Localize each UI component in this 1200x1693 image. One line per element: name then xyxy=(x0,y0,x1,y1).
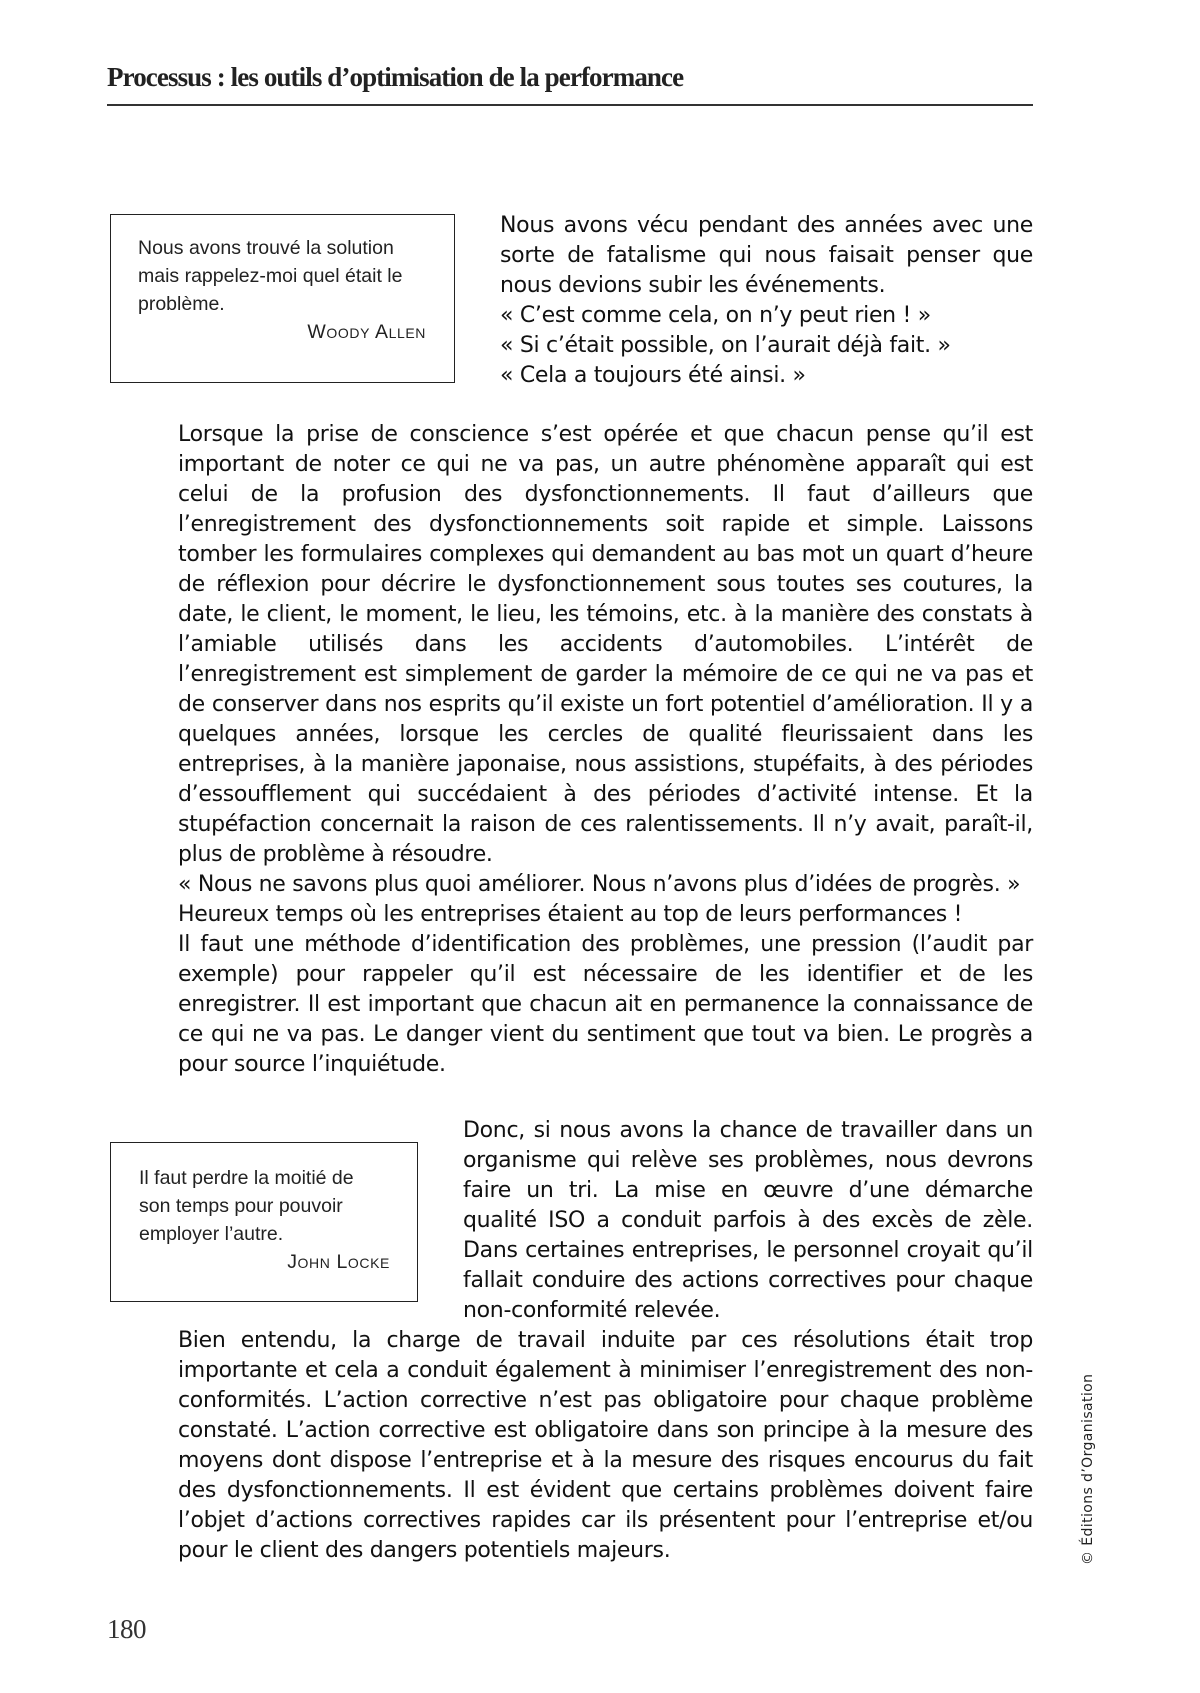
running-header: Processus : les outils d’optimisation de la performance xyxy=(107,62,684,92)
body-paragraph: Bien entendu, la charge de travail induite par ces résolutions était trop importante et cela a conduit également à minimiser l’enregistrement des non-conformités. L’action corrective n’est pas obligatoire pour chaque problème constaté. L’action corrective est obligatoire dans son principe à la mesure des moyens dont dispose l’entreprise et à la mesure des risques encourus du fait des dysfonctionnements. Il est évident que certains problèmes doivent faire l’objet d’actions correctives rapides car ils présentent pour l’entreprise et/ou pour le client des dangers potentiels majeurs. xyxy=(178,1328,1033,1563)
epigraph-box-locke xyxy=(110,1142,418,1302)
body-paragraph: Heureux temps où les entreprises étaient au top de leurs performances ! xyxy=(178,902,963,927)
intro-quote-line: « C’est comme cela, on n’y peut rien ! » xyxy=(500,303,931,328)
epigraph-author: John Locke xyxy=(287,1251,390,1273)
intro-quote-line: « Cela a toujours été ainsi. » xyxy=(500,363,806,388)
main-text xyxy=(178,420,1033,1080)
intro-text xyxy=(500,211,1033,391)
epigraph-box-allen xyxy=(110,214,455,383)
epigraph-text: Il faut perdre la moitié de son temps pour pouvoir employer l’autre. xyxy=(139,1167,354,1245)
body-paragraph: Il faut une méthode d’identification des problèmes, une pression (l’audit par exemple) pour rappeler qu’il est nécessaire de les identifier et de les enregistrer. Il est important que chacun ait en permanence la connaissance de ce qui ne va pas. Le danger vient du sentiment que tout va bien. Le progrès a pour source l’inquiétude. xyxy=(178,932,1033,1077)
page-number: 180 xyxy=(107,1614,146,1644)
epigraph-text: Nous avons trouvé la solution mais rappelez-moi quel était le problème. xyxy=(138,237,403,315)
copyright-notice: © Éditions d’Organisation xyxy=(1080,1373,1096,1565)
intro-quote-line: « Si c’était possible, on l’aurait déjà fait. » xyxy=(500,333,951,358)
epigraph-author: Woody Allen xyxy=(307,321,426,343)
final-text xyxy=(178,1326,1033,1566)
body-paragraph: Donc, si nous avons la chance de travailler dans un organisme qui relève ses problèmes, nous devrons faire un tri. La mise en œuvre d’une démarche qualité ISO a conduit parfois à des excès de zèle. Dans certaines entreprises, le personnel croyait qu’il fallait conduire des actions correctives pour chaque non-conformité relevée. xyxy=(463,1118,1033,1323)
header-rule xyxy=(107,104,1033,106)
body-paragraph-wrapped xyxy=(463,1116,1033,1326)
intro-paragraph: Nous avons vécu pendant des années avec une sorte de fatalisme qui nous faisait penser que nous devions subir les événements. xyxy=(500,213,1033,298)
body-paragraph: « Nous ne savons plus quoi améliorer. Nous n’avons plus d’idées de progrès. » xyxy=(178,872,1021,897)
body-paragraph: Lorsque la prise de conscience s’est opérée et que chacun pense qu’il est important de noter ce qui ne va pas, un autre phénomène apparaît qui est celui de la profusion des dysfonctionnements. Il faut d’ailleurs que l’enregistrement des dysfonctionnements soit rapide et simple. Laissons tomber les formulaires complexes qui demandent au bas mot un quart d’heure de réflexion pour décrire le dysfonctionnement sous toutes ses coutures, la date, le client, le moment, le lieu, les témoins, etc. à la manière des constats à l’amiable utilisés dans les accidents d’automobiles. L’intérêt de l’enregistrement est simplement de garder la mémoire de ce qui ne va pas et de conserver dans nos esprits qu’il existe un fort potentiel d’amélioration. Il y a quelques années, lorsque les cercles de qualité fleurissaient dans les entreprises, à la manière japonaise, nous assistions, stupéfaits, à des périodes d’essoufflement qui succédaient à des périodes d’activité intense. Et la stupéfaction concernait la raison de ces ralentissements. Il n’y avait, paraît-il, plus de problème à résoudre. xyxy=(178,422,1033,867)
